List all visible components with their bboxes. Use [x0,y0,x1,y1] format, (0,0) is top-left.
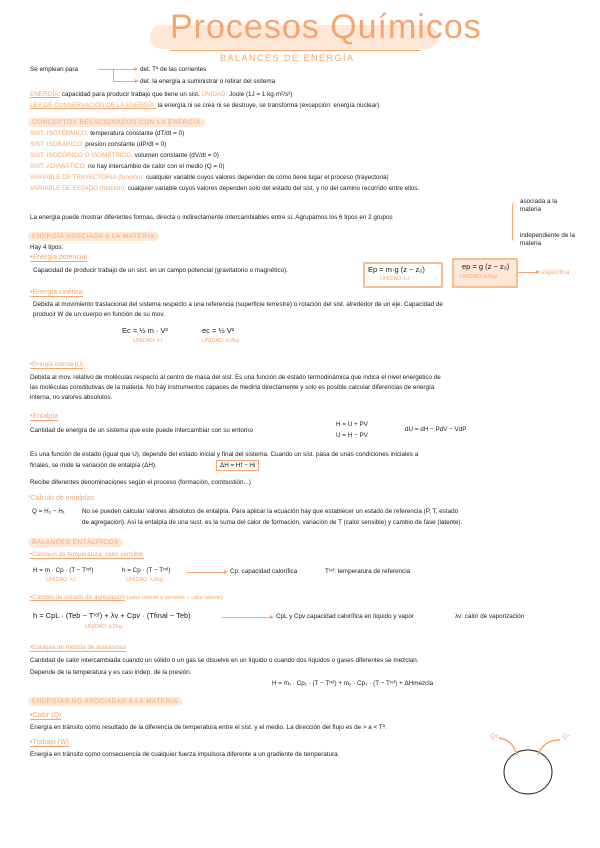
unit-value: Joule (1J = 1 kg·m²/s²) [229,91,293,98]
unit-label: UNIDAD: [201,91,228,98]
state-change-unit: UNIDAD: kJ/kg [85,624,122,630]
associated-header: ENERGÍA ASOCIADA A LA MATERIA [28,232,159,241]
state-change-formula: h = CpL · (Teb − Tʳᵉᶠ) + λv + Cpv · (Tfinal − Teb) [33,611,191,620]
concept-label: VARIABLE DE ESTADO (función): [30,185,126,192]
enthalpy-text: Es una función de estado (igual que U), depende del estado inicial y final del sistema. Cuando un sist. pasa de unas condiciones iniciales a [30,451,419,458]
temp-specific-formula: h = Cp · (T − Tʳᵉᶠ) [122,567,171,574]
specific-kinetic-unit: UNIDAD: kJ/kg [202,338,239,344]
concept-item [30,174,389,181]
work-text: Energía en tránsito como consecuencia de cualquier fuerza impulsora diferente a un gradiente de temperatura. [30,751,340,758]
law-label: LEY DE CONSERVACIÓN DE LA ENERGÍA: [30,102,156,109]
heat-title: •Calor (Q) [30,712,62,719]
internal-text: interna, no valores absolutos. [30,394,113,401]
mixing-title: •Entalpía de mezcla de sustancias [30,644,127,651]
group-associated: asociada a la materia [520,198,558,213]
concept-text: presión constante (dP/dt = 0) [85,141,167,148]
intro-use: det. la energía a suministrar o retirar del sistema [140,78,276,85]
vaporization-heat: λv: calor de vaporización [455,613,525,620]
mixing-text: Cantidad de calor intercambiada cuando un sólido o un gas se disuelve en un líquido o cuando dos líquidos o gases diferentes se mezclan. [30,657,419,664]
internal-text: Debida al mov. relativo de moléculas respecto al centro de masa del sist. Es una función de estado termodinámica que indica el nivel energético de [30,374,441,381]
specific-potential-unit: UNIDAD: kJ/kg [460,274,497,280]
specific-note: específica [541,269,570,276]
intro-lead: Se emplean para [30,66,78,73]
concept-text: no hay intercambio de calor con el medio (Q = 0) [88,163,225,170]
concept-text: temperatura constante (dT/dt = 0) [90,130,185,137]
non-associated-header: ENERGÍAS NO ASOCIADAS A LA MATERIA [28,697,182,706]
heat-in-arrow [499,738,517,755]
enthalpy-formula: H = U + PV [336,421,368,428]
heat-text: Energía en tránsito como resultado de la diferencia de temperatura entre el sist. y el medio. La dirección del flujo es de > a < Tª. [30,724,387,731]
specific-kinetic-formula: ec = ½ V² [202,326,235,335]
q-minus-label: Q− [562,733,571,740]
kinetic-text: producir W de un cuerpo en función de su mov. [33,311,165,318]
calc-title: *Cálculo de entalpías [28,495,95,502]
concept-text: cualquier variable cuyos valores dependen de cómo tiene lugar el proceso (trayectoria) [146,174,389,181]
heat-out-arrow [538,740,560,755]
concept-label: SIST. ADIABÁTICO: [30,163,87,170]
concept-text: cualquier variable cuyos valores dependen solo del estado del sist. y no del camino recorrido entre ellos. [127,185,420,192]
concept-text: volumen constante (dV/dt = 0) [134,152,219,159]
kinetic-text: Debida al movimiento traslacional del sistema respecto a una referencia (superficie terrestre) o rotación del sist. alrededor de un eje. Capacidad de [33,301,443,308]
concept-label: VARIABLE DE TRAYECTORIA (función): [30,174,145,181]
concept-label: SIST. ISOTÉRMICO: [30,130,89,137]
kinetic-title: •Energía cinética [30,289,83,296]
work-title: •Trabajo (W) [30,739,70,746]
enthalpy-formula: U = H − PV [336,432,368,439]
cp-liquid-vapor: CpL y Cpv capacidad calorífica en líquido y vapor [276,613,415,620]
tref-definition: Tʳᵉᶠ: temperatura de referencia [325,568,411,575]
cp-definition: Cp: capacidad calorífica [230,568,298,575]
concept-item [30,141,166,148]
arrow [186,572,226,573]
energy-definition [30,91,292,98]
q-plus-label: Q+ [490,733,499,740]
law-text: la energía ni se crea ni se destruye, se transforma (excepción: energía nuclear) [157,102,380,109]
temp-title: •Cambios de temperatura: calor sensible [30,551,144,558]
temp-unit: UNIDAD: kJ [46,577,76,583]
enthalpy-formula: dU = dH − PdV − VdP [405,426,467,433]
concept-item [30,163,224,170]
potential-title: •Energía potencial [30,254,87,261]
group-independent: independiente de la materia [520,232,575,247]
calc-text: No se pueden calcular valores absolutos de entalpía. Para aplicar la ecuación hay que establecer un estado de referencia (P, T, estado [82,508,459,515]
page-subtitle: BALANCES DE ENERGÍA [220,53,355,63]
calc-formula: Q = H₂ − H₁ [32,508,65,515]
potential-unit: UNIDAD: kJ [380,276,410,282]
kinetic-unit: UNIDAD: kJ [133,338,163,344]
mixing-formula: H = m₁ · Cp₁ · (T − Tʳᵉᶠ) + m₂ · Cp₂ · (T − Tʳᵉᶠ) + ΔHmezcla [272,680,434,687]
temp-specific-unit: UNIDAD: kJ/kg [126,577,163,583]
temp-formula: H = m · Cp · (T − Tʳᵉᶠ) [33,567,94,574]
enthalpy-text: finales, se mide la variación de entalpía (ΔH). [30,462,157,469]
energy-label: ENERGÍA: [30,91,61,98]
arrow-branch [113,69,114,81]
mixing-text: Depende de la temperatura y es casi indep. de la presión. [30,669,192,676]
arrow [518,272,538,273]
internal-title: •Energía interna (U) [30,362,84,368]
page-title: Procesos Químicos [170,8,482,46]
energy-text: capacidad para producir trabajo que tiene un sist. [61,91,200,98]
energy-forms-text: La energía puede mostrar diferentes formas, directa o indirectamente intercambiables entre sí. Agrupamos los 6 tipos en 2 grupos [30,214,393,221]
concept-label: SIST. ISOBÁRICO: [30,141,84,148]
concept-item [30,130,184,137]
title-underline [170,50,420,51]
types-intro: Hay 4 tipos: [30,244,64,251]
potential-text: Capacidad de producir trabajo de un sist. en un campo potencial (gravitatorio o magnético). [33,267,288,274]
specific-potential-formula: ep = g (z − z₀) [462,262,510,271]
internal-text: las moléculas constitutivas de la materia. No hay instrumentos capaces de medirla directamente y solo es posible calcular diferencias de energía [30,384,435,391]
kinetic-formula: Ec = ½ m · V² [122,326,169,335]
enthalpy-title: •Entalpía [30,413,59,420]
state-change-label: •Cambio de estado de agregación [30,594,125,601]
balances-header: BALANCES ENTÁLPICOS [28,538,123,547]
system-circle [504,750,552,794]
conservation-law [30,102,379,109]
concepts-header: CONCEPTOS RELACIONADOS CON LA ENERGÍA [28,118,205,127]
group-bracket [512,202,518,242]
enthalpy-text: Cantidad de energía de un sistema que este puede intercambiar con su entorno [30,427,253,434]
intro-use: det. Tª de las corrientes [140,66,207,73]
concept-item [30,152,219,159]
enthalpy-receives: Recibe diferentes denominaciones según el proceso (formación, combustión...) [30,479,251,486]
concept-item [30,185,419,192]
arrow [98,69,136,70]
potential-formula: Ep = m·g (z − z₀) [368,265,425,274]
calc-text: de agregación). Así la entalpía de una sust. es la suma del calor de formación, variación de T (calor sensible) y cambio de fase (latente). [82,519,463,526]
state-change-title [30,594,223,601]
concept-label: SIST. ISOCÓRICO O ISOMÉTRICO: [30,152,133,159]
enthalpy-delta-box: ΔH = Hf − Hi [216,460,259,471]
arrow [113,81,137,82]
arrow [222,617,272,618]
state-change-note: (calor latente o sensible + calor latente) [126,595,223,601]
